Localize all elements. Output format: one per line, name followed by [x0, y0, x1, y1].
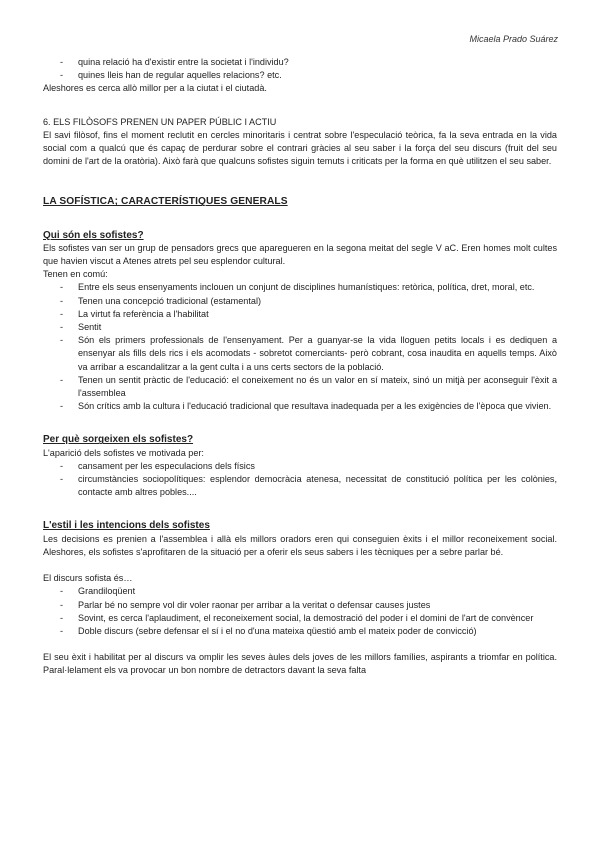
estil-closing: El seu èxit i habilitat per al discurs va omplir les seves àules dels joves de les millors famílies, aspirants a triomfar en política. Paral·lelament els va provocar un bon nombre de detractors davant la seva falta	[43, 652, 557, 676]
qui-son-title: Qui són els sofistes?	[43, 229, 144, 241]
point-6-title: 6. ELS FILÒSOFS PRENEN UN PAPER PÚBLIC I ACTIU	[43, 116, 277, 127]
list-item: - Parlar bé no sempre vol dir voler raonar per arribar a la veritat o defensar causes justes	[43, 599, 557, 612]
list-item: - circumstàncies sociopolítiques: esplendor democràcia atenesa, necessitat de constitució política per les colònies, contacte amb altres pobles....	[43, 473, 557, 499]
per-que-list	[43, 460, 557, 500]
list-item: - cansament per les especulacions dels físics	[43, 460, 557, 473]
list-item: - Sentit	[43, 321, 557, 334]
list-item: - Tenen un sentit pràctic de l'educació: el coneixement no és un valor en sí mateix, sinó un mitjà per aconseguir l'èxit a l'assemblea	[43, 374, 557, 400]
list-item: - Tenen una concepció tradicional (estamental)	[43, 295, 557, 308]
per-que-title: Per què sorgeixen els sofistes?	[43, 434, 194, 446]
list-item: - Grandiloqüent	[43, 585, 557, 598]
intro-closing: Aleshores es cerca allò millor per a la ciutat i el ciutadà.	[43, 83, 267, 94]
list-item: - Doble discurs (sebre defensar el sí i el no d'una mateixa qüestió amb el mateix poder de convicció)	[43, 625, 557, 638]
list-item: - La virtut fa referència a l'habilitat	[43, 308, 557, 321]
intro-list	[43, 56, 557, 82]
estil-text: Les decisions es prenien a l'assemblea i allà els millors oradors eren qui conseguien èxits i el millor reconeixement social. Aleshores, els sofistes s'aprofitaren de la situació per a oferir els seus sabers i les tècniques per a sebre parlar bé.	[43, 533, 557, 557]
section-title: LA SOFÍSTICA; CARACTERÍSTIQUES GENERALS	[43, 196, 288, 208]
list-item: - quines lleis han de regular aquelles relacions? etc.	[43, 69, 557, 82]
list-item: - Són els primers professionals de l'ensenyament. Per a guanyar-se la vida lloguen petits locals i es dediquen a ensenyar als fills dels rics i els acomodats - sobretot comerciants- però cobrant, cosa inaudita en aquells temps. Això va arribar a escandalitzar a la gent culta i a uns certs sectors de la població.	[43, 334, 557, 374]
estil-lead: El discurs sofista és…	[43, 573, 133, 584]
qui-son-text: Els sofistes van ser un grup de pensadors grecs que aparegueren en la segona meitat del segle V aC. Eren homes molt cultes que havien viscut a Atenes atrets pel seu esplendor cultural.	[43, 242, 557, 267]
per-que-lead: L'aparició dels sofistes ve motivada per:	[43, 447, 204, 458]
author-name: Micaela Prado Suárez	[469, 34, 558, 44]
list-item: - quina relació ha d'existir entre la societat i l'individu?	[43, 56, 557, 69]
list-item: - Són crítics amb la cultura i l'educació tradicional que resultava inadequada per a les exigències de l'època que vivien.	[43, 400, 557, 413]
estil-title: L'estil i les intencions dels sofistes	[43, 520, 210, 532]
qui-son-lead: Tenen en comú:	[43, 269, 108, 280]
estil-list	[43, 585, 557, 638]
list-item: - Sovint, es cerca l'aplaudiment, el reconeixement social, la demostració del poder i el domini de l'art de convèncer	[43, 612, 557, 625]
page-content	[43, 56, 557, 678]
qui-son-list	[43, 281, 557, 413]
list-item: - Entre els seus ensenyaments inclouen un conjunt de disciplines humanístiques: retòrica, política, dret, moral, etc.	[43, 281, 557, 294]
point-6-text: El savi filòsof, fins el moment reclutit en cercles minoritaris i centrat sobre l'especulació teòrica, fa la seva entrada en la vida social com a qualcú que és capaç de perdurar sobre el contrari gràcies al seu saber i la força del seu discurs (fruit del seu domini de l'art de la oratòria). Això farà que qualcuns sofistes siguin temuts i criticats per la forma en què utilitzen el seu saber.	[43, 129, 557, 167]
